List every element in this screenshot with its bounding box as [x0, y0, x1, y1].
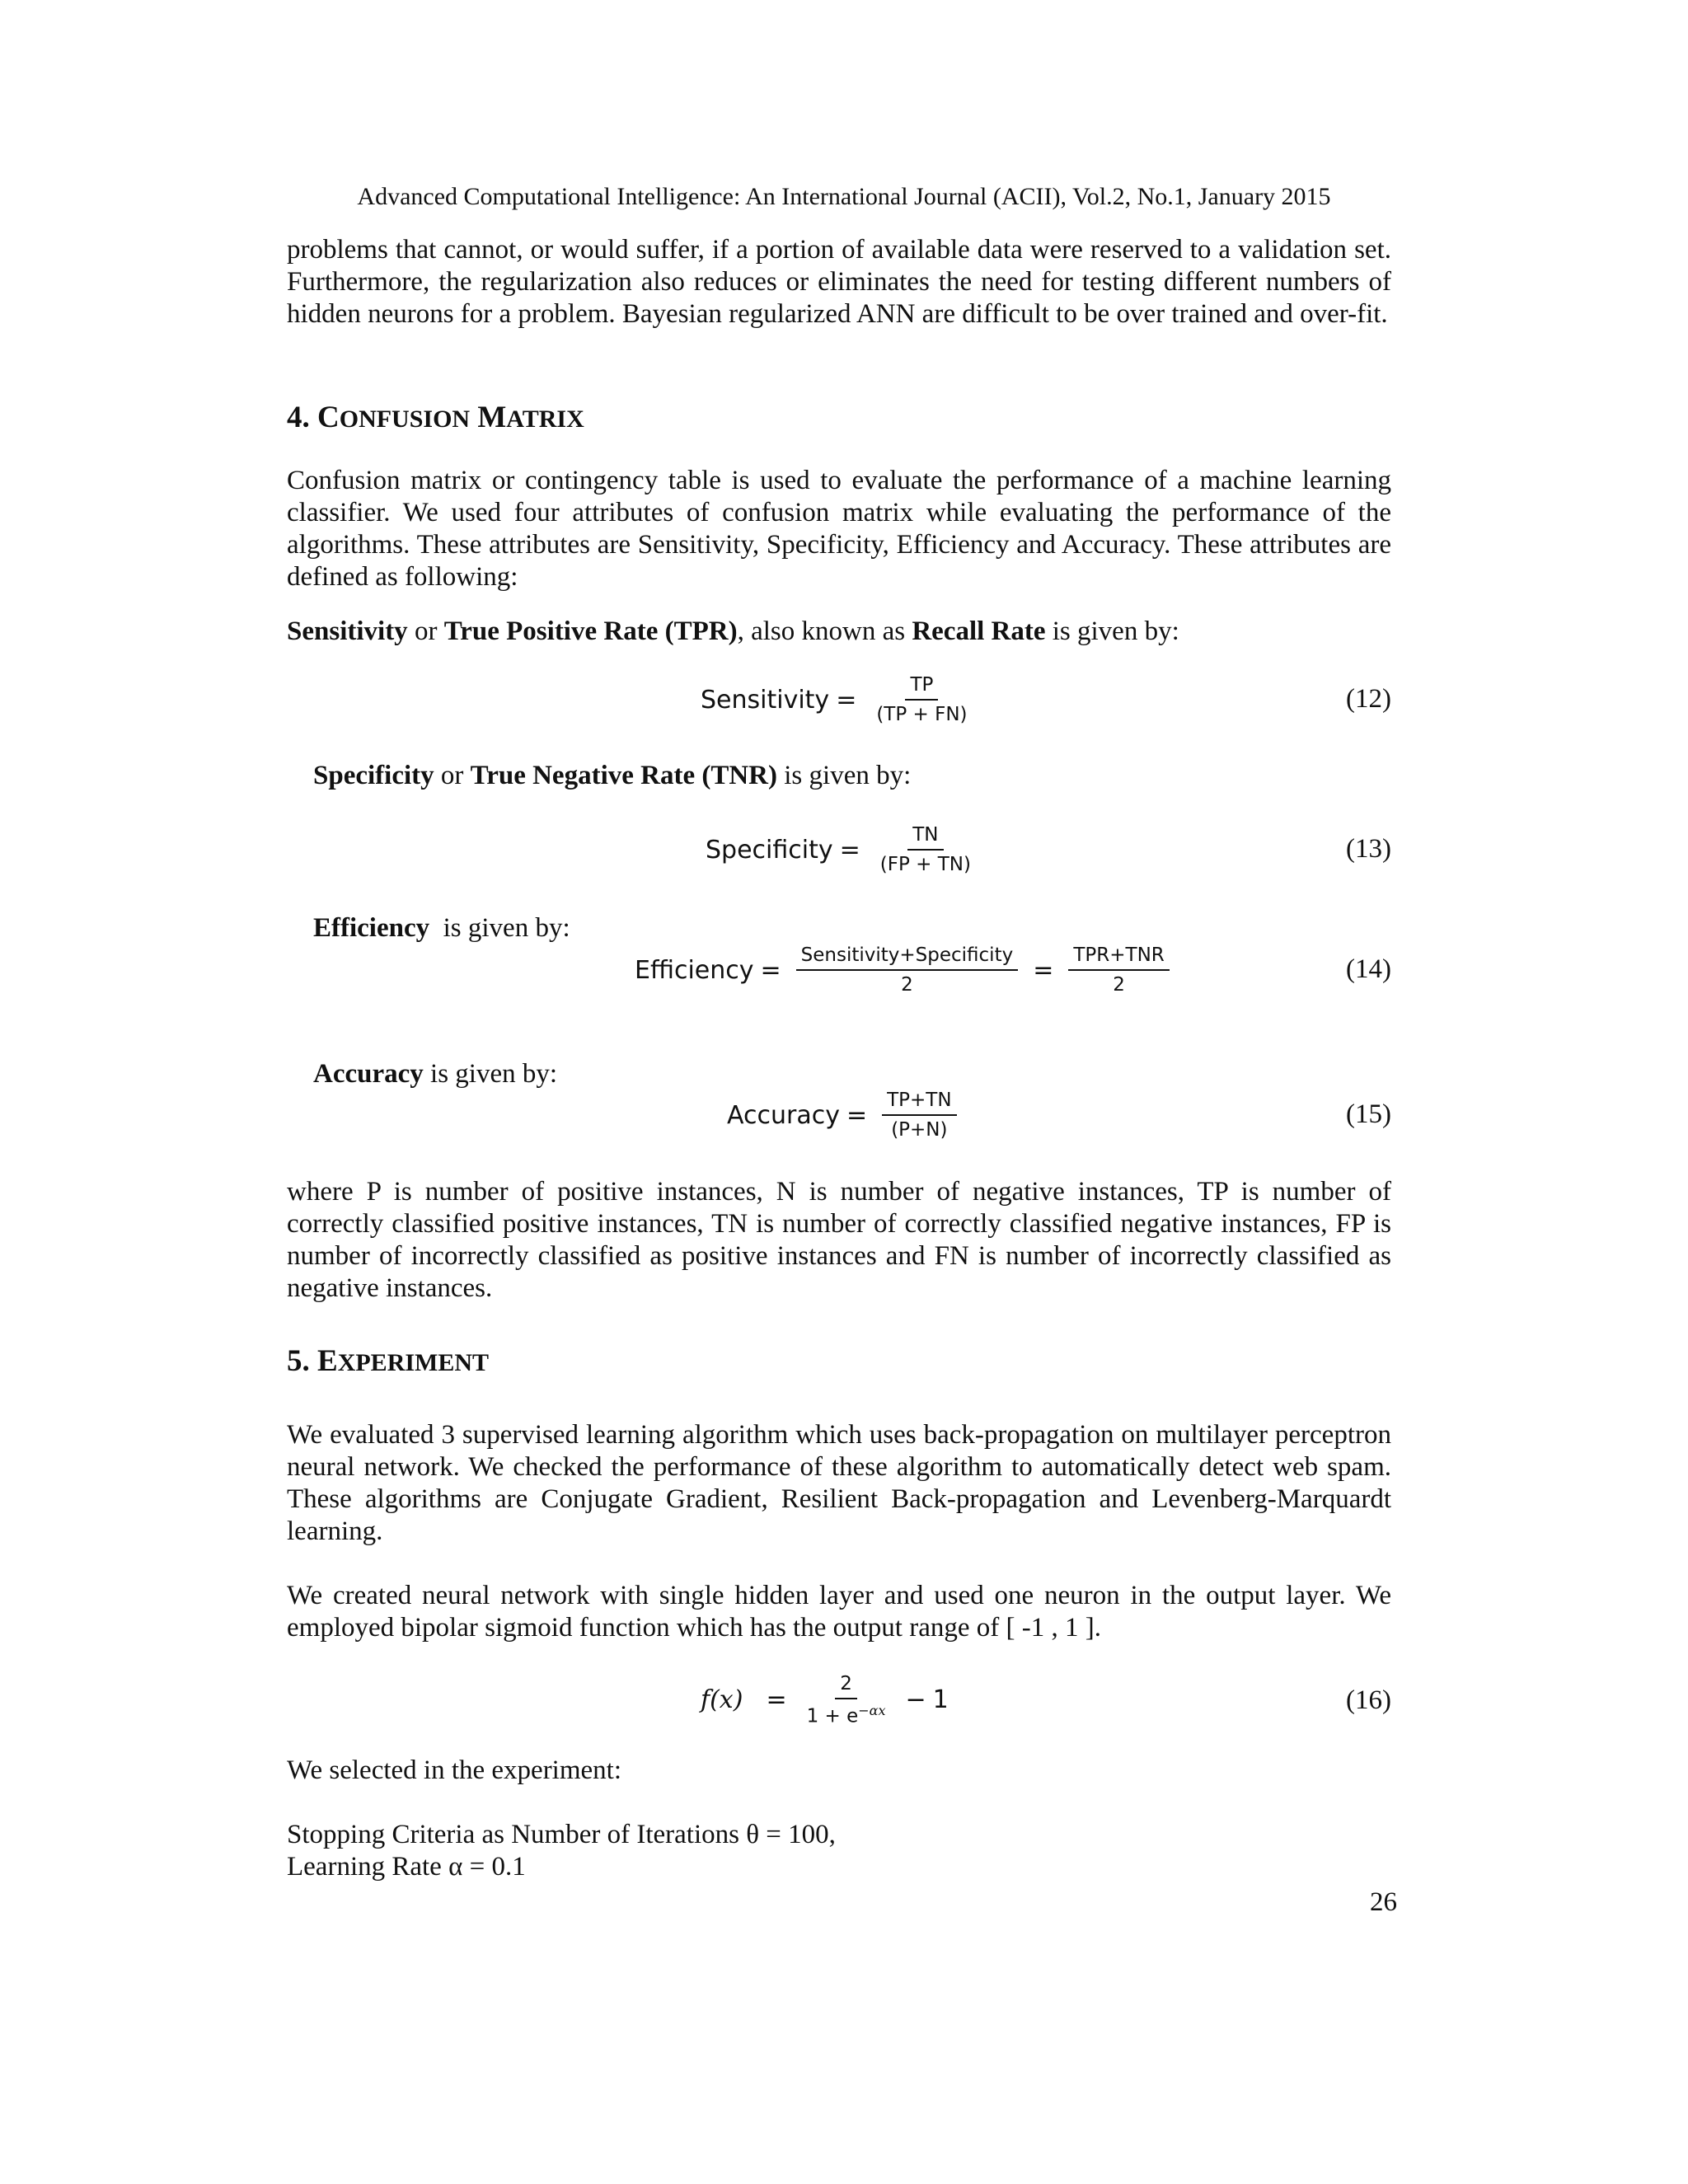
equation-number-14: (14)	[1346, 954, 1391, 984]
page-number: 26	[1370, 1887, 1397, 1917]
experiment-paragraph-2: We created neural network with single hidden layer and used one neuron in the output layer. We employed bipolar sigmoid function which has the output range of [ -1 , 1 ].	[287, 1581, 1391, 1643]
equation-16: f(x) = $\frac{2}{1 + e^{-\alpha x}}$ − 1	[701, 1673, 949, 1727]
specificity-definition: Specificity or True Negative Rate (TNR) is given by:	[313, 761, 912, 790]
fraction: $\frac{TP+TN}{(P+N)}$	[882, 1090, 956, 1141]
fraction: $\frac{\text{TPR+TNR}}{2}$	[1068, 944, 1169, 996]
section-number: 5.	[287, 1344, 310, 1378]
fraction: $\frac{\text{Sensitivity+Specificity}}{2}$	[796, 944, 1019, 996]
equation-number-15: (15)	[1346, 1099, 1391, 1129]
equation-number-16: (16)	[1346, 1685, 1391, 1715]
running-header: Advanced Computational Intelligence: An International Journal (ACII), Vol.2, No.1, January 2015	[357, 183, 1331, 210]
equation-number-13: (13)	[1346, 834, 1391, 864]
accuracy-definition: Accuracy is given by:	[313, 1059, 558, 1089]
section-4-heading: 4. CONFUSION MATRIX	[287, 401, 584, 434]
learning-rate: Learning Rate α = 0.1	[287, 1852, 526, 1882]
stopping-criteria: Stopping Criteria as Number of Iterations θ = 100,	[287, 1820, 836, 1849]
experiment-paragraph-1: We evaluated 3 supervised learning algorithm which uses back-propagation on multilayer perceptron neural network. We checked the performance of these algorithm to automatically detect web spam. These algorithms are Conjugate Gradient, Resilient Back-propagation and Levenberg-Marquardt learning.	[287, 1420, 1391, 1546]
equation-14: Efficiency = $\frac{\text{Sensitivity+Specificity}}{2}$ = $\frac{\text{TPR+TNR}}{2}$	[635, 944, 1178, 996]
equation-12: Sensitivity = $\frac{TP}{(TP + FN)}$	[701, 674, 981, 725]
fraction: $\frac{2}{1 + e^{-\alpha x}}$	[806, 1673, 886, 1727]
where-paragraph: where P is number of positive instances, N is number of negative instances, TP is number of correctly classified positive instances, TN is number of correctly classified negative instances, FP is number of incorrectly classified as positive instances and FN is number of incorrectly classified as negative instances.	[287, 1177, 1391, 1303]
equation-number-12: (12)	[1346, 684, 1391, 714]
fraction: $\frac{TP}{(TP + FN)}$	[876, 674, 968, 725]
confusion-matrix-paragraph: Confusion matrix or contingency table is used to evaluate the performance of a machine learning classifier. We used four attributes of confusion matrix while evaluating the performance of the algorithms. These attributes are Sensitivity, Specificity, Efficiency and Accuracy. These attributes are defined as following:	[287, 466, 1391, 592]
sensitivity-definition: Sensitivity or True Positive Rate (TPR), also known as Recall Rate is given by:	[287, 616, 1179, 646]
equation-15: Accuracy = $\frac{TP+TN}{(P+N)}$	[727, 1090, 965, 1141]
section-5-heading: 5. EXPERIMENT	[287, 1344, 490, 1378]
equation-13: Specificity = $\frac{TN}{(FP + TN)}$	[706, 824, 984, 875]
selected-line: We selected in the experiment:	[287, 1755, 622, 1785]
efficiency-definition: Efficiency is given by:	[313, 913, 570, 943]
fraction: $\frac{TN}{(FP + TN)}$	[879, 824, 971, 875]
section-number: 4.	[287, 401, 310, 434]
intro-paragraph: problems that cannot, or would suffer, if a portion of available data were reserved to a validation set. Furthermore, the regularization also reduces or eliminates the need for testing different numbers of hidden neurons for a problem. Bayesian regularized ANN are difficult to be over trained and over-fit.	[287, 235, 1391, 329]
